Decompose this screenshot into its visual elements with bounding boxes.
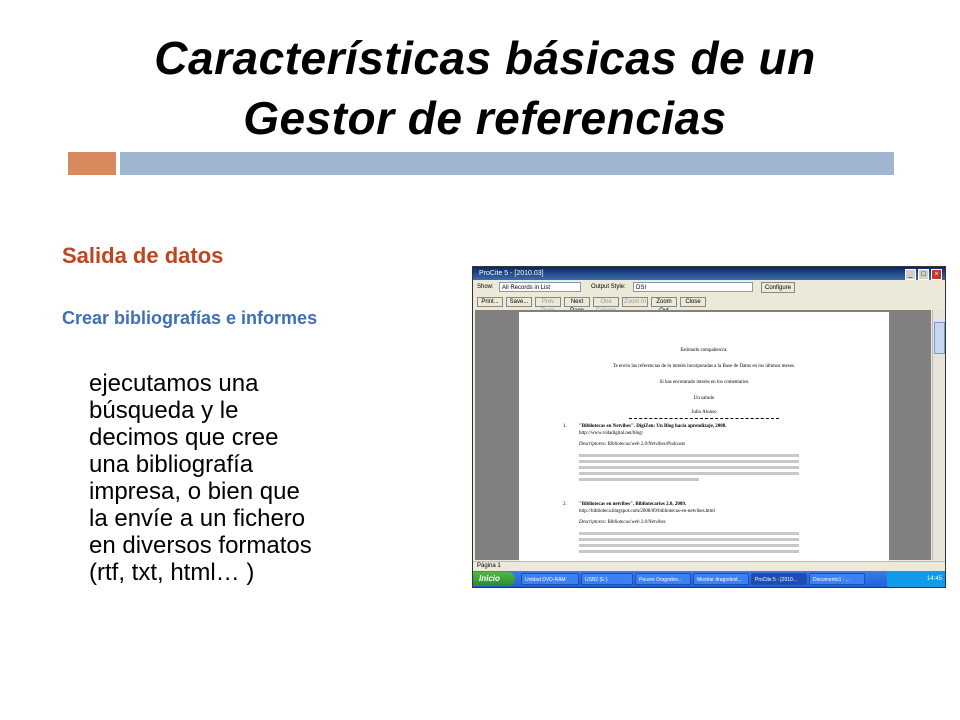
zoom-in-button[interactable]: Zoom In	[623, 299, 646, 305]
separator-line	[629, 418, 779, 419]
print-preview-area	[475, 310, 931, 560]
greeting: Estimado compañero/a:	[680, 348, 728, 353]
taskbar-item[interactable]: USB2 (E:)	[581, 573, 633, 585]
text-line	[579, 550, 799, 553]
accent-bar-blue	[120, 152, 894, 175]
entry-url: http://www.vidadigital.net/blog/	[579, 431, 644, 436]
slide-title	[60, 28, 910, 148]
minimize-icon[interactable]: _	[905, 269, 916, 280]
body-line: decimos que cree	[89, 424, 279, 451]
preview-toolbar	[473, 296, 945, 309]
title-line-2: Gestor de referencias	[243, 92, 727, 144]
save-button[interactable]: Save...	[506, 297, 532, 307]
entry-descriptors: Descriptores: Bibliotecas/web 2.0/Netvibes/Podcasts	[579, 442, 686, 447]
body-line: impresa, o bien que	[89, 478, 300, 505]
body-line: ejecutamos una	[89, 370, 259, 397]
document-page	[519, 312, 889, 562]
entry-title: "Bibliotecas en Netvibes". DigiZen: Un Blog hacia aprendizaje, 2008.	[579, 424, 727, 429]
accent-bar-orange	[68, 152, 116, 175]
body-line: en diversos formatos	[89, 532, 312, 559]
title-line-1: Características básicas de un	[154, 32, 816, 84]
body-line: búsqueda y le	[89, 397, 239, 424]
close-icon[interactable]: ×	[931, 269, 942, 280]
taskbar-item[interactable]: Documento1 - ...	[809, 573, 865, 585]
configure-button[interactable]: Configure	[761, 282, 795, 293]
window-title: ProCite 5 - [2010.03]	[479, 270, 544, 277]
output-toolbar	[473, 281, 945, 295]
next-page-button[interactable]: Next	[564, 297, 590, 307]
signature: Julio Alonso	[691, 410, 717, 415]
vertical-scrollbar[interactable]	[932, 310, 945, 560]
taskbar-item[interactable]: ProCite 5 - [2010...	[751, 573, 807, 585]
zoom-out-button[interactable]: Zoom	[651, 297, 677, 307]
text-line	[579, 478, 699, 481]
text-line	[579, 460, 799, 463]
scrollbar-thumb[interactable]	[934, 322, 945, 354]
one-column-button[interactable]: One	[593, 297, 619, 307]
subsubheading: Crear bibliografías e informes	[62, 308, 318, 328]
text-line	[579, 538, 799, 541]
window-titlebar	[473, 267, 945, 280]
entry-url: http://biblioteca.blogspot.com/2008/09/bibliotecas-en-netvibes.html	[579, 509, 715, 514]
close-button[interactable]: Close	[680, 297, 706, 307]
show-select[interactable]: All Records in List	[499, 282, 581, 292]
closing-text-2: Un saludo	[693, 396, 715, 401]
system-tray	[887, 571, 945, 587]
start-button[interactable]: Inicio	[473, 572, 515, 586]
prev-page-button[interactable]: Prev	[535, 297, 561, 307]
text-line	[579, 472, 799, 475]
taskbar-item[interactable]: Unidad DVD-RAM	[521, 573, 579, 585]
text-line	[579, 544, 799, 547]
body-line: (rtf, txt, html… )	[89, 559, 255, 586]
entry-descriptors: Descriptores: Bibliotecas/web 2.0/Netvibes	[579, 520, 666, 525]
status-text: Página 1	[477, 563, 501, 569]
show-label: Show:	[477, 284, 494, 290]
print-button[interactable]: Print...	[477, 297, 503, 307]
maximize-icon[interactable]: □	[918, 269, 929, 280]
body-text	[89, 370, 449, 586]
output-style-label: Output Style:	[591, 284, 626, 290]
text-line	[579, 466, 799, 469]
entry-number: 1.	[563, 424, 567, 429]
body-line: una bibliografía	[89, 451, 254, 478]
closing-text-1: Si has encontrado interés en los comentarios	[659, 380, 749, 385]
entry-number: 2.	[563, 502, 567, 507]
status-bar	[473, 561, 945, 571]
text-line	[579, 454, 799, 457]
windows-taskbar	[473, 571, 945, 587]
procite-screenshot	[472, 266, 946, 588]
taskbar-item[interactable]: Peuvre Dragodes...	[635, 573, 691, 585]
entry-title: "Bibliotecas en netvibes". Bibliotecarios 2.0, 2009.	[579, 502, 687, 507]
taskbar-item[interactable]: Mostrar dragodest...	[693, 573, 749, 585]
body-line: la envíe a un fichero	[89, 505, 306, 532]
output-style-select[interactable]: DSI	[633, 282, 753, 292]
intro-text: Te envío las referencias de tu interés incorporadas a la Base de Datos en los últimos meses.	[612, 364, 796, 369]
text-line	[579, 532, 799, 535]
subheading: Salida de datos	[62, 243, 224, 268]
clock: 14:45	[926, 576, 942, 582]
